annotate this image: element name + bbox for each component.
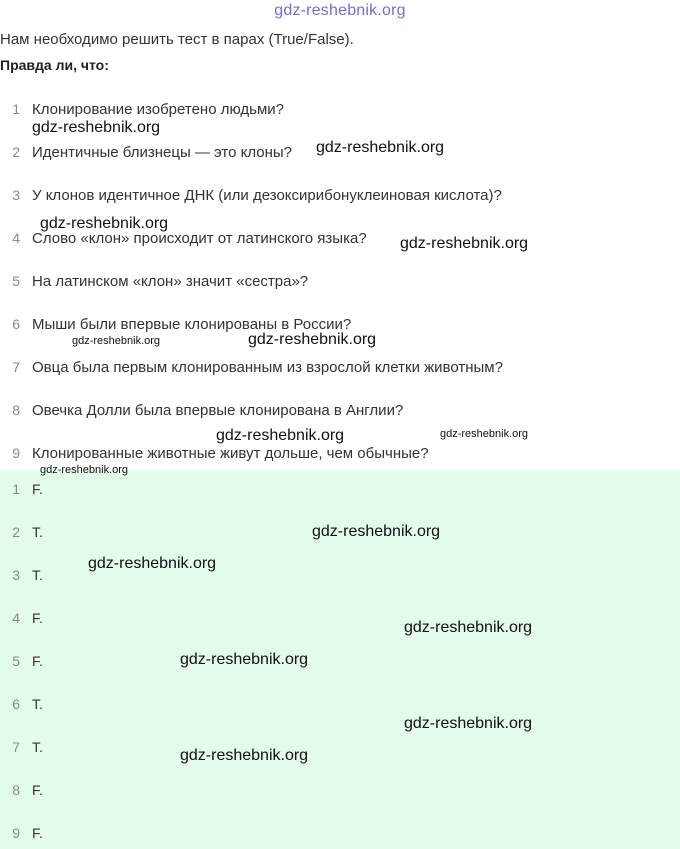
watermark: gdz-reshebnik.org xyxy=(316,139,445,156)
answer-number: 6 xyxy=(12,696,20,712)
question-text: Мыши были впервые клонированы в России? xyxy=(32,315,352,333)
question-row xyxy=(0,398,403,422)
question-number: 1 xyxy=(12,101,20,117)
answer-number: 7 xyxy=(12,739,20,755)
question-number: 5 xyxy=(12,273,20,289)
answer-value: F. xyxy=(32,481,43,497)
answer-row xyxy=(0,821,43,845)
question-number: 4 xyxy=(12,230,20,246)
answer-number: 5 xyxy=(12,653,20,669)
answer-value: T. xyxy=(32,524,43,540)
question-row xyxy=(0,355,503,379)
answer-row xyxy=(0,606,43,630)
watermark: gdz-reshebnik.org xyxy=(440,428,529,440)
question-row xyxy=(0,140,292,164)
watermark: gdz-reshebnik.org xyxy=(72,335,161,347)
answer-number: 2 xyxy=(12,524,20,540)
answer-value: T. xyxy=(32,696,43,712)
answer-value: F. xyxy=(32,825,43,841)
answer-row xyxy=(0,563,43,587)
watermark: gdz-reshebnik.org xyxy=(32,119,161,136)
watermark: gdz-reshebnik.org xyxy=(312,523,441,540)
question-row xyxy=(0,183,502,207)
answer-value: F. xyxy=(32,653,43,669)
intro-text: Нам необходимо решить тест в парах (True/False). xyxy=(0,31,354,48)
watermark: gdz-reshebnik.org xyxy=(216,427,345,444)
watermark: gdz-reshebnik.org xyxy=(40,464,129,476)
answer-number: 8 xyxy=(12,782,20,798)
watermark: gdz-reshebnik.org xyxy=(180,747,309,764)
watermark: gdz-reshebnik.org xyxy=(180,651,309,668)
watermark: gdz-reshebnik.org xyxy=(248,331,377,348)
question-text: Идентичные близнецы — это клоны? xyxy=(32,143,292,161)
subtitle: Правда ли, что: xyxy=(0,57,109,73)
answer-row xyxy=(0,649,43,673)
question-text: У клонов идентичное ДНК (или дезоксирибонуклеиновая кислота)? xyxy=(32,186,502,204)
question-text: На латинском «клон» значит «сестра»? xyxy=(32,272,309,290)
question-number: 7 xyxy=(12,359,20,375)
question-row xyxy=(0,269,308,293)
watermark: gdz-reshebnik.org xyxy=(400,235,529,252)
answer-row xyxy=(0,520,43,544)
header-watermark[interactable]: gdz-reshebnik.org xyxy=(274,2,406,19)
answer-value: T. xyxy=(32,739,43,755)
question-text: Овечка Долли была впервые клонирована в Англии? xyxy=(32,401,404,419)
answer-number: 3 xyxy=(12,567,20,583)
question-text: Клонирование изобретено людьми? xyxy=(32,100,284,118)
answer-row xyxy=(0,477,43,501)
answer-row xyxy=(0,692,43,716)
question-number: 2 xyxy=(12,144,20,160)
answer-value: T. xyxy=(32,567,43,583)
answer-number: 9 xyxy=(12,825,20,841)
answer-value: F. xyxy=(32,782,43,798)
watermark: gdz-reshebnik.org xyxy=(404,715,533,732)
watermark: gdz-reshebnik.org xyxy=(40,215,169,232)
question-text: Клонированные животные живут дольше, чем обычные? xyxy=(32,444,429,462)
question-text: Овца была первым клонированным из взрослой клетки животным? xyxy=(32,358,503,376)
question-text: Слово «клон» происходит от латинского языка? xyxy=(32,229,367,247)
answer-row xyxy=(0,778,43,802)
watermark: gdz-reshebnik.org xyxy=(88,555,217,572)
question-number: 3 xyxy=(12,187,20,203)
question-row xyxy=(0,441,429,465)
answer-number: 4 xyxy=(12,610,20,626)
question-number: 9 xyxy=(12,445,20,461)
question-number: 6 xyxy=(12,316,20,332)
answer-number: 1 xyxy=(12,481,20,497)
question-row xyxy=(0,97,284,121)
question-number: 8 xyxy=(12,402,20,418)
answer-value: F. xyxy=(32,610,43,626)
watermark: gdz-reshebnik.org xyxy=(404,619,533,636)
answer-row xyxy=(0,735,43,759)
